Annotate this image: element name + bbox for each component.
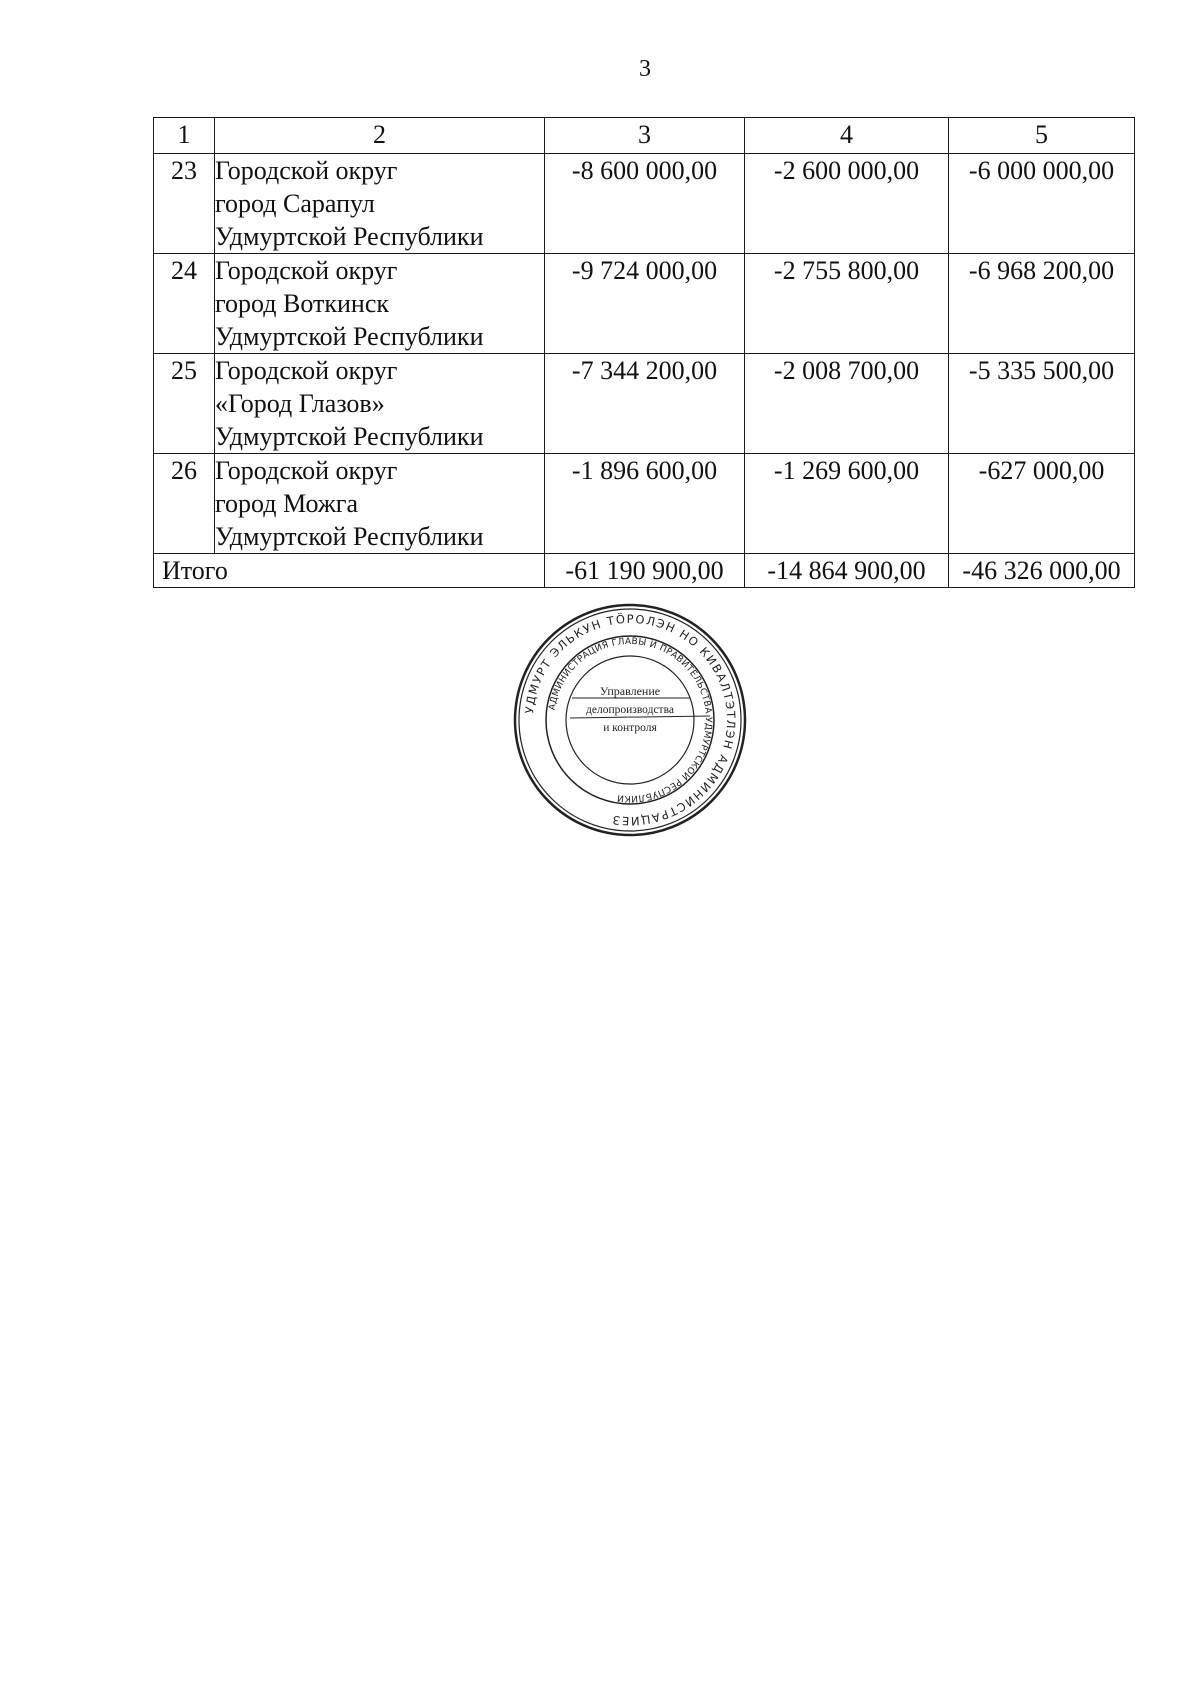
header-cell-4: 4	[745, 118, 949, 154]
header-cell-1: 1	[154, 118, 215, 154]
header-cell-3: 3	[545, 118, 745, 154]
row-number: 25	[154, 354, 215, 454]
table-row	[154, 254, 1135, 354]
municipality-name	[215, 454, 545, 554]
name-line: «Город Глазов»	[215, 389, 385, 418]
seal-middle-ring	[546, 636, 714, 804]
value-col-5: -5 335 500,00	[949, 354, 1135, 454]
value-col-4: -2 600 000,00	[745, 154, 949, 254]
seal-center-line-2: делопроизводства	[586, 704, 674, 716]
name-line: Удмуртской Республики	[215, 422, 484, 451]
total-col-5: -46 326 000,00	[949, 554, 1135, 588]
official-seal	[510, 600, 750, 840]
row-number: 23	[154, 154, 215, 254]
seal-center-line-1: Управление	[599, 684, 661, 698]
seal-inner-text: АДМИНИСТРАЦИЯ ГЛАВЫ И ПРАВИТЕЛЬСТВА УДМУРТСКОЙ РЕСПУБЛИКИ	[547, 636, 714, 804]
total-label: Итого	[154, 554, 545, 588]
page-number: 3	[639, 56, 651, 82]
value-col-5: -6 000 000,00	[949, 154, 1135, 254]
seal-center-line-3: и контроля	[603, 722, 657, 734]
value-col-4: -2 008 700,00	[745, 354, 949, 454]
name-line: Городской округ	[215, 256, 398, 285]
header-cell-5: 5	[949, 118, 1135, 154]
total-row	[154, 554, 1135, 588]
name-line: город Сарапул	[215, 189, 375, 218]
value-col-4: -1 269 600,00	[745, 454, 949, 554]
table-row	[154, 154, 1135, 254]
municipality-name	[215, 154, 545, 254]
name-line: Городской округ	[215, 156, 398, 185]
value-col-5: -6 968 200,00	[949, 254, 1135, 354]
name-line: Удмуртской Республики	[215, 222, 484, 251]
name-line: город Воткинск	[215, 289, 389, 318]
table-row	[154, 354, 1135, 454]
table-header-row	[154, 118, 1135, 154]
seal-line-mid	[570, 716, 710, 718]
value-col-3: -1 896 600,00	[545, 454, 745, 554]
value-col-3: -7 344 200,00	[545, 354, 745, 454]
name-line: город Можга	[215, 489, 358, 518]
value-col-5: -627 000,00	[949, 454, 1135, 554]
row-number: 26	[154, 454, 215, 554]
row-number: 24	[154, 254, 215, 354]
municipality-name	[215, 354, 545, 454]
name-line: Удмуртской Республики	[215, 322, 484, 351]
seal-inner-ring	[566, 656, 694, 784]
name-line: Городской округ	[215, 456, 398, 485]
budget-table	[153, 117, 1135, 588]
total-col-4: -14 864 900,00	[745, 554, 949, 588]
value-col-3: -8 600 000,00	[545, 154, 745, 254]
seal-outer-text: УДМУРТ ЭЛЬКУН ТӦРОЛЭН НО КИВАЛТЭТЛЭН АДМИНИСТРАЦИЕЗ	[522, 611, 739, 829]
name-line: Удмуртской Республики	[215, 522, 484, 551]
header-cell-2: 2	[215, 118, 545, 154]
table-row	[154, 454, 1135, 554]
value-col-3: -9 724 000,00	[545, 254, 745, 354]
name-line: Городской округ	[215, 356, 398, 385]
municipality-name	[215, 254, 545, 354]
value-col-4: -2 755 800,00	[745, 254, 949, 354]
total-col-3: -61 190 900,00	[545, 554, 745, 588]
